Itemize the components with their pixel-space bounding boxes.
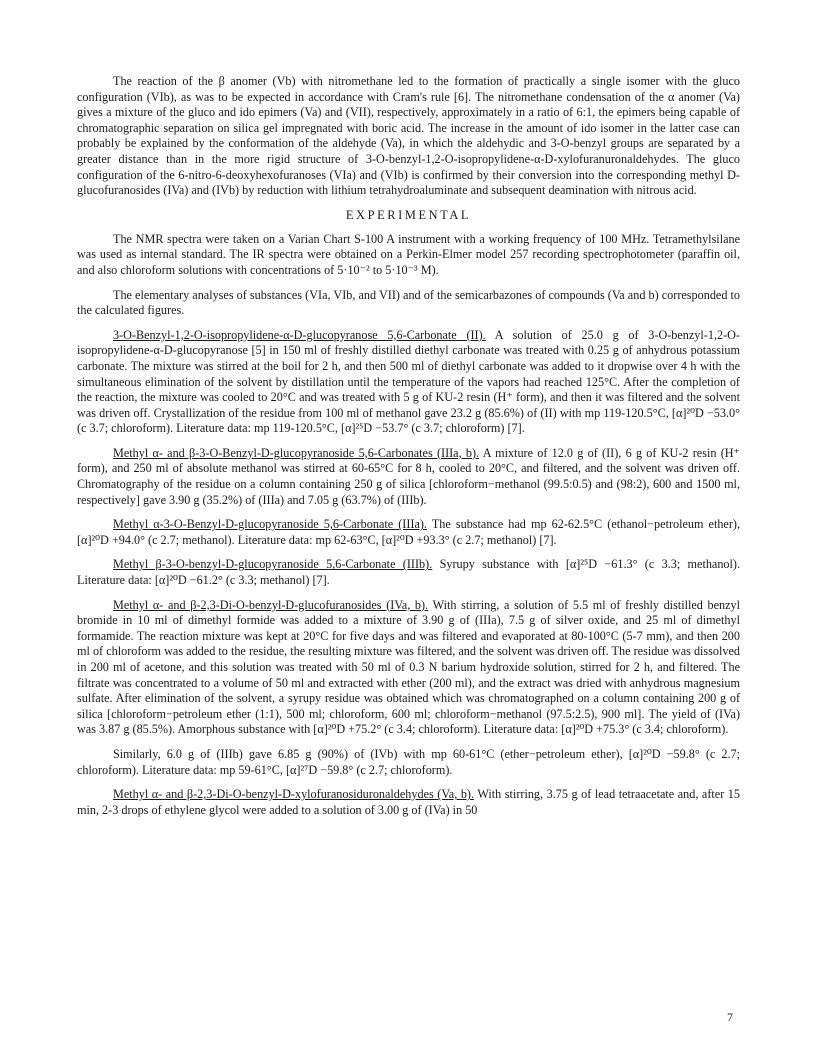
procedure-heading: 3-O-Benzyl-1,2-O-isopropylidene-α-D-glucopyranose 5,6-Carbonate (II). <box>113 327 486 342</box>
procedure-text: With stirring, a solution of 5.5 ml of freshly distilled benzyl bromide in 10 ml of dimethyl formide was added to a mixture of 3.90 g of (IIIa), 7.5 g of silver oxide, and 25 ml of dimethyl formamide. The reaction mixture was kept at 20°C for five days and was filtered and evaporated at 80-100°C (5-7 mm), and then 200 ml of chloroform was added to the residue, the resulting mixture was filtered, and the solvent was driven off. The residue was dissolved in 200 ml of acetone, and this solution was treated with 50 ml of 0.3 N barium hydroxide solution, stirred for 2 h, and filtered. The filtrate was concentrated to a volume of 50 ml and extracted with ether (200 ml), and the extract was dried with anhydrous magnesium sulfate. After elimination of the solvent, a syrupy residue was obtained which was chromatographed on a column containing 200 g of silica [chloroform−petroleum ether (1:1), 500 ml; chloroform, 600 ml; chloroform−methanol (97.5:2.5), 900 ml]. The yield of (IVa) was 3.87 g (85.5%). Amorphous substance with [α]²⁰D +75.2° (c 3.4; chloroform). Literature data: [α]²⁰D +75.3° (c 3.4; chloroform). <box>77 597 741 737</box>
procedure-text: A mixture of 12.0 g of (II), 6 g of KU-2 resin (H⁺ form), and 250 ml of absolute methanol was stirred at 60-65°C for 8 h, cooled to 20°C, and filtered, and the solvent was driven off. Chromatography of the residue on a column containing 250 g of silica [chloroform−methanol (99.5:0.5) and (98:2), 600 and 1500 ml, respectively] gave 3.90 g (35.2%) of (IIIa) and 7.05 g (63.7%) of (IIIb). <box>77 445 740 507</box>
procedure-heading: Methyl α- and β-2,3-Di-O-benzyl-D-glucofuranosides (IVa, b). <box>113 597 429 612</box>
intro-paragraph: The reaction of the β anomer (Vb) with nitromethane led to the formation of practically a single isomer with the gluco configuration (VIb), as was to be expected in accordance with Cram's rule [6]. The nitromethane condensation of the α anomer (Va) gives a mixture of the gluco and ido epimers (Va) and (VII), respectively, approximately in a ratio of 6:1, the epimers being capable of chromatographic separation on silica gel impregnated with boric acid. The increase in the amount of ido isomer in the latter case can probably be explained by the conformation of the aldehyde (Va), in which the aldehydic and 3-O-benzyl groups are separated by a greater distance than in the more rigid structure of 3-O-benzyl-1,2-O-isopropylidene-α-D-xylofuranuronaldehydes. The gluco configuration of the 6-nitro-6-deoxyhexofuranoses (VIa) and (VIb) is confirmed by their conversion into the corresponding methyl D-glucofuranosides (IVa) and (IVb) by reduction with lithium tetrahydroaluminate and subsequent deamination with nitrous acid. <box>77 74 740 198</box>
page-body <box>77 74 740 827</box>
procedure-text: With stirring, 3.75 g of lead tetraacetate and, after 15 min, 2-3 drops of ethylene glycol were added to a solution of 3.00 g of (IVa) in 50 <box>77 787 740 817</box>
procedure-heading: Methyl α-3-O-Benzyl-D-glucopyranoside 5,6-Carbonate (IIIa). <box>113 517 427 532</box>
page-number: 7 <box>727 1010 733 1024</box>
procedure-heading: Methyl β-3-O-benzyl-D-glucopyranoside 5,6-Carbonate (IIIb). <box>113 557 433 572</box>
analyses-paragraph: The elementary analyses of substances (VIa, VIb, and VII) and of the semicarbazones of compounds (Va and b) corresponded to the calculated figures. <box>77 287 740 318</box>
procedure-compound-ii <box>77 328 740 437</box>
procedure-text: The substance had mp 62-62.5°C (ethanol−petroleum ether), [α]²⁰D +94.0° (c 2.7; methanol). Literature data: mp 62-63°C, [α]²⁰D +93.3° (c 2.7; methanol) [7]. <box>77 517 741 547</box>
procedure-text: A solution of 25.0 g of 3-O-benzyl-1,2-O-isopropylidene-α-D-glucopyranose [5] in 150 ml of freshly distilled diethyl carbonate was treated with 0.25 g of anhydrous potassium carbonate. The mixture was stirred at the boil for 2 h, and then 500 ml of diethyl carbonate was added to it dropwise over 4 h with the simultaneous elimination of the solvent by distillation until the temperature of the vapors had reached 125°C. After the completion of the reaction, the mixture was cooled to 20°C and was treated with 5 g of KU-2 resin (H⁺ form), and then it was filtered and the solvent was driven off. Crystallization of the residue from 100 ml of methanol gave 23.2 g (85.6%) of (II) with mp 119-120.5°C, [α]²⁰D −53.0° (c 3.7; chloroform). Literature data: mp 119-120.5°C, [α]²⁵D −53.7° (c 3.7; chloroform) [7]. <box>77 327 741 436</box>
procedure-compound-iiia <box>77 517 740 548</box>
procedure-text: Syrupy substance with [α]²⁵D −61.3° (c 3.3; methanol). Literature data: [α]²⁰D −61.2° (c 3.3; methanol) [7]. <box>77 557 741 588</box>
procedure-compound-iiiab <box>77 446 740 508</box>
procedure-compound-iiib <box>77 557 740 588</box>
instruments-paragraph: The NMR spectra were taken on a Varian Chart S-100 A instrument with a working frequency of 100 MHz. Tetramethylsilane was used as internal standard. The IR spectra were obtained on a Perkin-Elmer model 257 recording spectrophotometer (paraffin oil, and also chloroform solutions with concentrations of 5·10⁻² to 5·10⁻³ M). <box>77 231 740 277</box>
procedure-compound-vab <box>77 787 740 818</box>
procedure-heading: Methyl α- and β-3-O-Benzyl-D-glucopyranoside 5,6-Carbonates (IIIa, b). <box>113 445 480 460</box>
section-heading-experimental: EXPERIMENTAL <box>345 207 472 222</box>
procedure-compound-ivb: Similarly, 6.0 g of (IIIb) gave 6.85 g (90%) of (IVb) with mp 60-61°C (ether−petroleum ether), [α]²⁰D −59.8° (c 2.7; chloroform). Literature data: mp 59-61°C, [α]²⁷D −59.8° (c 2.7; chloroform). <box>77 746 740 777</box>
procedure-heading: Methyl α- and β-2,3-Di-O-benzyl-D-xylofuranosiduronaldehydes (Va, b). <box>113 787 475 802</box>
procedure-compound-ivab <box>77 598 740 738</box>
